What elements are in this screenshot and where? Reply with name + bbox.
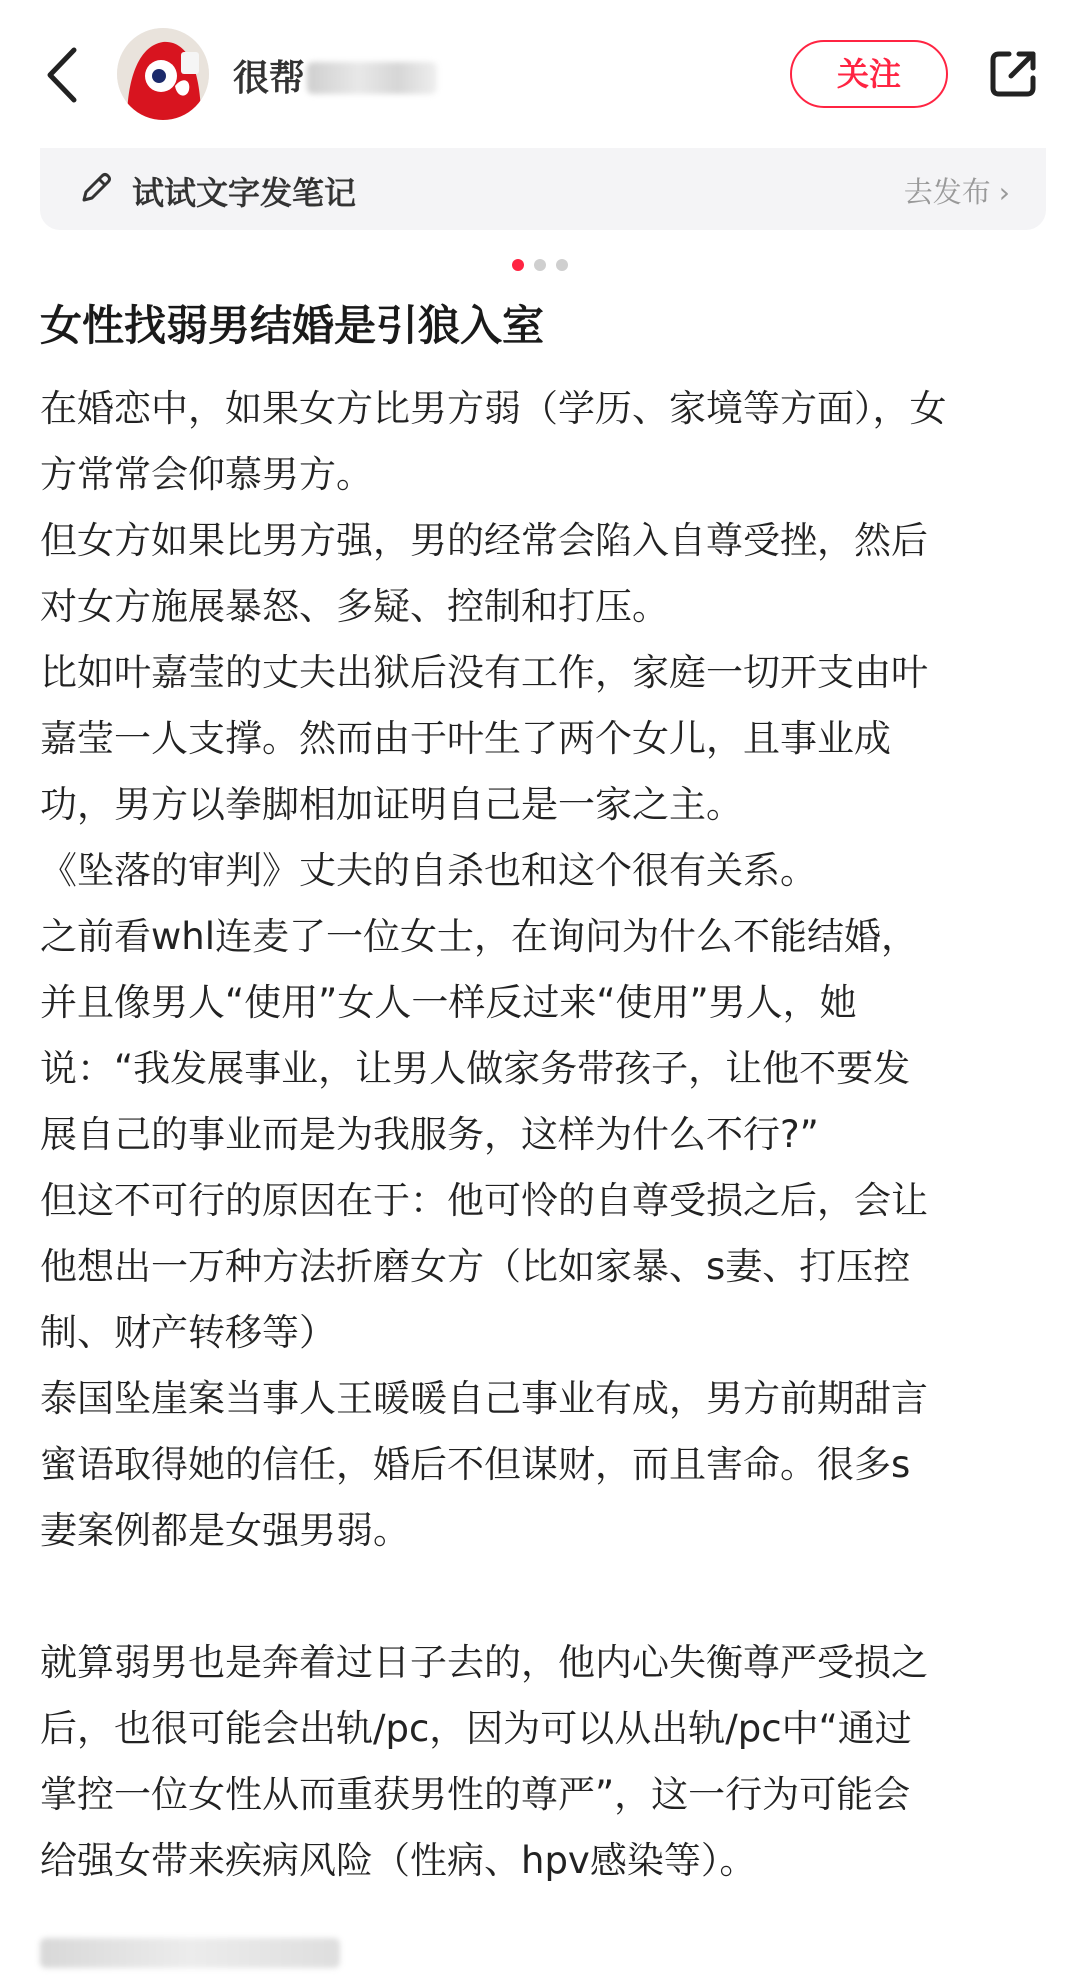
post-title: 女性找弱男结婚是引狼入室	[40, 301, 545, 350]
post-body-line: 对女方施展暴怒、多疑、控制和打压。	[40, 585, 669, 628]
post-body-line: 展自己的事业而是为我服务，这样为什么不行?”	[40, 1113, 819, 1156]
text-note-prompt-bar[interactable]	[40, 148, 1046, 230]
post-body-line: 掌控一位女性从而重获男性的尊严”，这一行为可能会	[40, 1773, 911, 1816]
go-publish-label: 去发布	[903, 175, 991, 209]
prompt-text: 试试文字发笔记	[132, 174, 357, 212]
post-body-line: 给强女带来疾病风险（性病、hpv感染等）。	[40, 1839, 757, 1882]
username[interactable]	[233, 50, 437, 101]
carousel-dot[interactable]	[512, 259, 524, 271]
post-body-line: 比如叶嘉莹的丈夫出狱后没有工作，家庭一切开支由叶	[40, 651, 928, 694]
username-text: 很帮	[233, 58, 306, 99]
post-body	[40, 376, 1045, 1894]
chevron-right-icon: ›	[998, 176, 1010, 209]
post-body-line: 并且像男人“使用”女人一样反过来“使用”男人，她	[40, 981, 857, 1024]
post-body-line: 说：“我发展事业，让男人做家务带孩子，让他不要发	[40, 1047, 911, 1090]
follow-button[interactable]: 关注	[790, 40, 948, 108]
post-body-line: 后，也很可能会出轨/pc，因为可以从出轨/pc中“通过	[40, 1707, 912, 1750]
share-external-icon	[985, 46, 1041, 102]
post-body-line: 泰国坠崖案当事人王暖暖自己事业有成，男方前期甜言	[40, 1377, 928, 1420]
post-body-line: 之前看whl连麦了一位女士，在询问为什么不能结婚，	[40, 915, 918, 958]
post-body-line: 在婚恋中，如果女方比男方弱（学历、家境等方面），女	[40, 387, 947, 430]
post-body-line: 妻案例都是女强男弱。	[40, 1509, 410, 1552]
carousel-indicator	[0, 256, 1080, 270]
post-body-line: 嘉莹一人支撑。然而由于叶生了两个女儿，且事业成	[40, 717, 891, 760]
carousel-dot[interactable]	[534, 259, 546, 271]
post-body-line: 但女方如果比男方强，男的经常会陷入自尊受挫，然后	[40, 519, 928, 562]
top-nav-bar	[0, 0, 1080, 150]
redacted-footer-text	[40, 1938, 340, 1968]
post-body-line: 功，男方以拳脚相加证明自己是一家之主。	[40, 783, 743, 826]
post-body-line: 他想出一万种方法折磨女方（比如家暴、s妻、打压控	[40, 1245, 911, 1288]
post-body-line	[40, 1564, 1045, 1630]
avatar-mascot-image	[117, 28, 209, 120]
post-body-line: 方常常会仰慕男方。	[40, 453, 373, 496]
carousel-dot[interactable]	[556, 259, 568, 271]
post-body-line: 就算弱男也是奔着过日子去的，他内心失衡尊严受损之	[40, 1641, 928, 1684]
back-button[interactable]	[40, 40, 84, 110]
pencil-icon	[76, 168, 116, 208]
post-body-line: 但这不可行的原因在于：他可怜的自尊受损之后，会让	[40, 1179, 928, 1222]
go-publish-link[interactable]	[904, 170, 1010, 211]
username-redaction	[307, 62, 437, 94]
post-body-line: 制、财产转移等）	[40, 1311, 336, 1354]
chevron-left-icon	[40, 40, 84, 110]
avatar[interactable]	[117, 28, 209, 120]
share-button[interactable]	[985, 46, 1041, 102]
post-body-line: 《坠落的审判》丈夫的自杀也和这个很有关系。	[40, 849, 817, 892]
post-body-line: 蜜语取得她的信任，婚后不但谋财，而且害命。很多s	[40, 1443, 911, 1486]
